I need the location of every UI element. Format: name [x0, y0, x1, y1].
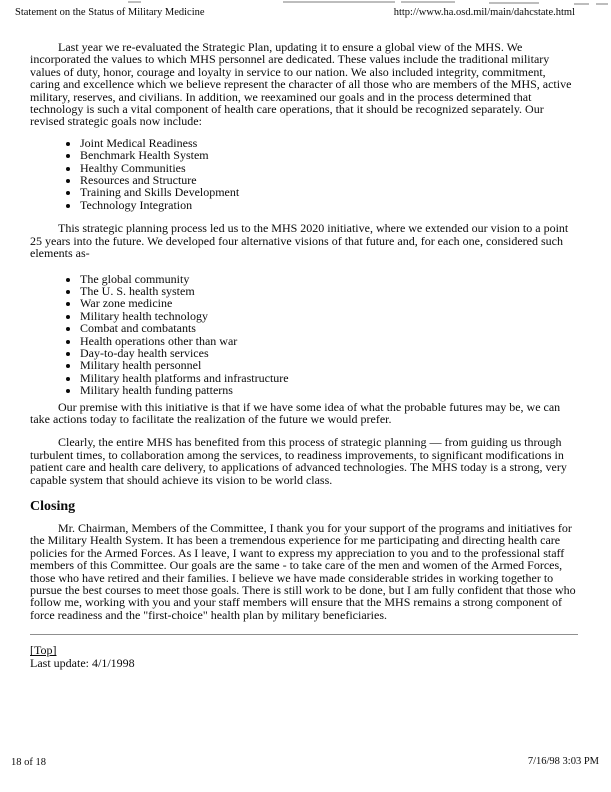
top-link-row	[30, 641, 578, 656]
strategic-goals-list	[30, 137, 578, 211]
paragraph-clearly: Clearly, the entire MHS has benefited from this process of strategic planning — from guiding us through turbulent times, to collaboration among the services, to readiness improvements, to significant modifications in patient care and health care delivery, to applications of advanced technologies. The MHS today is a strong, very capable system that should achieve its vision to be world class.	[30, 435, 567, 487]
list-item-element: • Military health technology	[80, 310, 578, 322]
list-item-element: • Day-to-day health services	[80, 347, 578, 359]
mhs2020-elements-list	[30, 273, 578, 397]
list-item-goal: • Joint Medical Readiness	[80, 137, 578, 149]
print-timestamp: 7/16/98 3:03 PM	[527, 756, 599, 767]
list-item-element: • The global community	[80, 273, 578, 285]
scan-artifact	[596, 3, 608, 5]
top-link[interactable]: [Top]	[30, 643, 57, 658]
last-update: Last update: 4/1/1998	[30, 655, 135, 670]
list-item-element: • Military health funding patterns	[80, 384, 578, 396]
paragraph-strategic-plan: Last year we re-evaluated the Strategic Plan, updating it to ensure a global view of the MHS. We incorporated the values to which MHS personnel are dedicated. These values include the traditional military values of duty, honor, courage and loyalty in service to our nation. We also included integrity, commitment, caring and excellence which we believe represent the character of all those who are members of the MHS, active military, reserves, and civilians. In addition, we reexamined our goals and in the process determined that technology is such a vital component of health care operations, that it should be recognized separately. Our revised strategic goals now include:	[30, 40, 572, 129]
list-item-element: • Health operations other than war	[80, 335, 578, 347]
scan-artifact	[574, 3, 589, 5]
paragraph-mhs2020: This strategic planning process led us to the MHS 2020 initiative, where we extended our vision to a point 25 years into the future. We developed four alternative visions of that future and, for each one, considered such elements as-	[30, 221, 569, 261]
list-item-goal: • Technology Integration	[80, 199, 578, 211]
list-item-goal: • Benchmark Health System	[80, 149, 578, 161]
closing-heading: Closing	[30, 499, 76, 514]
list-item-element: • Military health personnel	[80, 359, 578, 371]
print-header-title: Statement on the Status of Military Medicine	[15, 7, 205, 18]
list-item-goal: • Healthy Communities	[80, 162, 578, 174]
list-item-element: • The U. S. health system	[80, 285, 578, 297]
scan-artifact	[128, 1, 141, 3]
list-item-goal: • Resources and Structure	[80, 174, 578, 186]
list-item-goal: • Training and Skills Development	[80, 186, 578, 198]
scan-artifact	[489, 2, 539, 4]
scan-artifact	[283, 1, 395, 3]
page-number: 18 of 18	[11, 757, 46, 768]
divider	[30, 634, 578, 635]
paragraph-premise: Our premise with this initiative is that if we have some idea of what the probable futures may be, we can take actions today to facilitate the realization of the future we would prefer.	[30, 399, 561, 426]
scan-artifact	[401, 1, 455, 3]
list-item-element: • Combat and combatants	[80, 322, 578, 334]
list-item-element: • Military health platforms and infrastructure	[80, 372, 578, 384]
print-header-url: http://www.ha.osd.mil/main/dahcstate.html	[393, 7, 575, 18]
paragraph-closing: Mr. Chairman, Members of the Committee, I thank you for your support of the programs and initiatives for the Military Health System. It has been a tremendous experience for me participating and directing health care policies for the Armed Forces. As I leave, I want to express my appreciation to you and to the professional staff members of this Committee. Our goals are the same - to take care of the men and women of the Armed Forces, those who have retired and their families. I believe we have made considerable strides in working together to pursue the best courses to meet those goals. There is still work to be done, but I am fully confident that those who follow me, working with you and your staff members will ensure that the MHS remains a strong component of force readiness and the "first-choice" health plan by military beneficiaries.	[30, 521, 576, 622]
list-item-element: • War zone medicine	[80, 297, 578, 309]
document-content	[30, 30, 578, 669]
print-header	[15, 7, 575, 19]
